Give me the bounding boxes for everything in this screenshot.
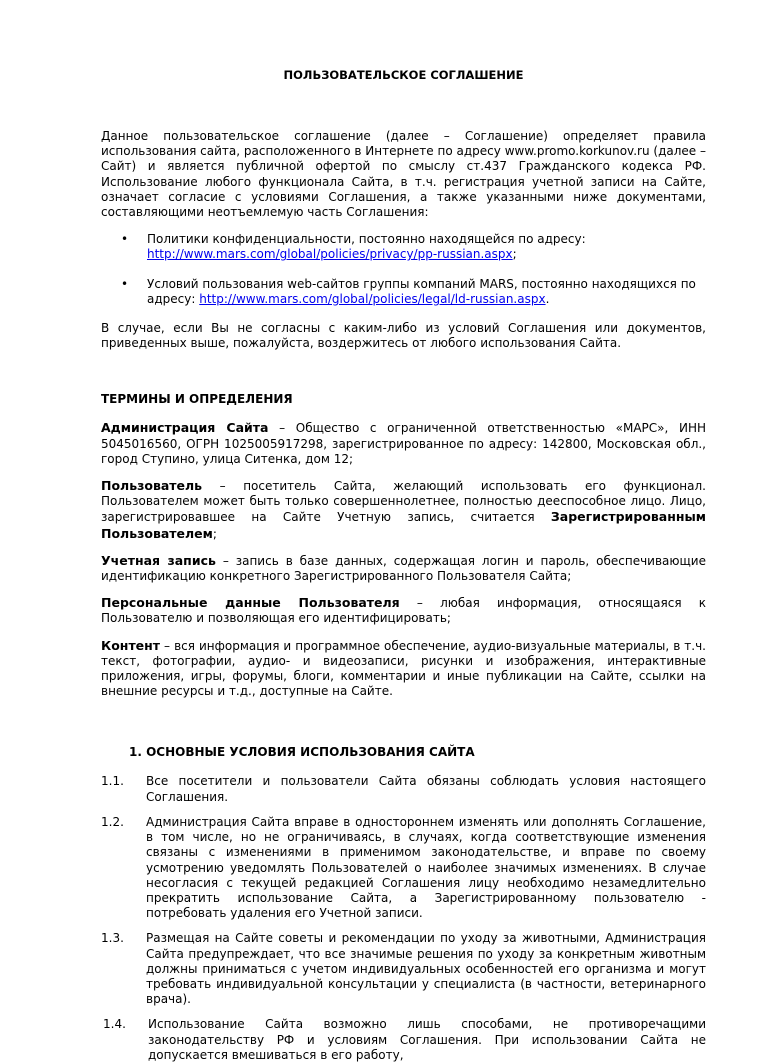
- term-administration: [101, 420, 706, 467]
- bullet-text: Условий пользования web-сайтов группы компаний MARS, постоянно находящихся по адресу:: [147, 276, 696, 306]
- clause-number: 1.3.: [101, 931, 124, 946]
- clause-text: Все посетители и пользователи Сайта обязаны соблюдать условия настоящего Соглашения.: [146, 774, 706, 804]
- term-account: [101, 553, 706, 584]
- legal-terms-link[interactable]: http://www.mars.com/global/policies/legal/ld-russian.aspx: [199, 291, 546, 306]
- clause-number: 1.1.: [101, 774, 124, 789]
- terms-heading: ТЕРМИНЫ И ОПРЕДЕЛЕНИЯ: [101, 392, 293, 407]
- term-label: Администрация Сайта: [101, 420, 269, 436]
- term-content: [101, 638, 706, 700]
- bullet-text: Политики конфиденциальности, постоянно находящейся по адресу:: [147, 232, 586, 247]
- bullet-punct: ;: [512, 247, 517, 262]
- clause-item: [101, 815, 706, 921]
- term-definition: – запись в базе данных, содержащая логин и пароль, обеспечивающие идентификацию конкретного Зарегистрированного Пользователя Сайта;: [101, 553, 706, 584]
- clause-number: 1.2.: [101, 814, 124, 829]
- term-definition: – вся информация и программное обеспечение, аудио-визуальные материалы, в т.ч. текст, фотографии, аудио- и видеозаписи, рисунки и изображения, интерактивные приложения, игры, форумы, блоги, комментарии и иные публикации на Сайте, ссылки на внешние ресурсы и т.д., доступные на Сайте.: [101, 638, 706, 699]
- disagree-paragraph: В случае, если Вы не согласны с каким-либо из условий Соглашения или документов, приведенных выше, пожалуйста, воздержитесь от любого использования Сайта.: [101, 321, 706, 351]
- document-title: ПОЛЬЗОВАТЕЛЬСКОЕ СОГЛАШЕНИЕ: [283, 68, 524, 82]
- documents-list: [101, 232, 706, 307]
- clause-number: 1.4.: [103, 1017, 126, 1032]
- clause-text: Администрация Сайта вправе в одностороннем изменять или дополнять Соглашение, в том числе, но не ограничиваясь, в случаях, когда соответствующие изменения связаны с изменениями в применимом законодательстве, и вправе по своему усмотрению уведомлять Пользователей о наиболее значимых изменениях. В случае несогласия с текущей редакцией Соглашения лицу необходимо незамедлительно прекратить использование Сайта, а Зарегистрированному пользователю - потребовать удаления его Учетной записи.: [146, 814, 706, 921]
- list-item: [101, 232, 706, 262]
- term-definition: – Общество с ограниченной ответственностью «МАРС», ИНН 5045016560, ОГРН 1025005917298, зарегистрированное по адресу: 142800, Московская обл., город Ступино, улица Ситенка, дом 12;: [101, 421, 706, 466]
- term-bold-tail: Зарегистрированным Пользователем: [101, 509, 706, 541]
- term-label: Пользователь: [101, 478, 203, 494]
- term-definition: – посетитель Сайта, желающий использовать его функционал. Пользователем может быть только совершеннолетнее, полностью дееспособное лицо. Лицо, зарегистрировавшее на Сайте Учетную запись, считается: [101, 479, 706, 525]
- term-definition: – любая информация, относящаяся к Пользователю и позволяющая его идентифицировать;: [101, 596, 706, 626]
- term-end: ;: [212, 526, 217, 541]
- privacy-policy-link[interactable]: http://www.mars.com/global/policies/privacy/pp-russian.aspx: [147, 247, 513, 262]
- list-item: [101, 277, 706, 307]
- clause-text: Использование Сайта возможно лишь способами, не противоречащими законодательству РФ и условиям Соглашения. При использовании Сайта не допускается вмешиваться в его работу,: [148, 1017, 706, 1062]
- section-1-title: 1. ОСНОВНЫЕ УСЛОВИЯ ИСПОЛЬЗОВАНИЯ САЙТА: [129, 745, 475, 760]
- term-label: Персональные данные Пользователя: [101, 595, 400, 611]
- term-personal-data: [101, 595, 706, 626]
- clause-text: Размещая на Сайте советы и рекомендации по уходу за животными, Администрация Сайта предупреждает, что все значимые решения по уходу за конкретным животным должны приниматься с учетом индивидуальных особенностей его организма и могут требовать индивидуальной консультации у специалиста (в частности, ветеринарного врача).: [146, 931, 706, 1007]
- clause-item: [101, 1017, 706, 1063]
- clause-item: [101, 774, 706, 804]
- term-label: Контент: [101, 637, 161, 653]
- term-user: [101, 478, 706, 542]
- clause-item: [101, 931, 706, 1007]
- bullet-punct: .: [545, 291, 550, 306]
- term-label: Учетная запись: [101, 552, 216, 568]
- intro-paragraph: Данное пользовательское соглашение (далее – Соглашение) определяет правила использования сайта, расположенного в Интернете по адресу www.promo.korkunov.ru (далее – Сайт) и является публичной офертой по смыслу ст.437 Гражданского кодекса РФ. Использование любого функционала Сайта, в т.ч. регистрация учетной записи на Сайте, означает согласие с условиями Соглашения, а также указанными ниже документами, составляющими неотъемлемую часть Соглашения:: [101, 129, 706, 220]
